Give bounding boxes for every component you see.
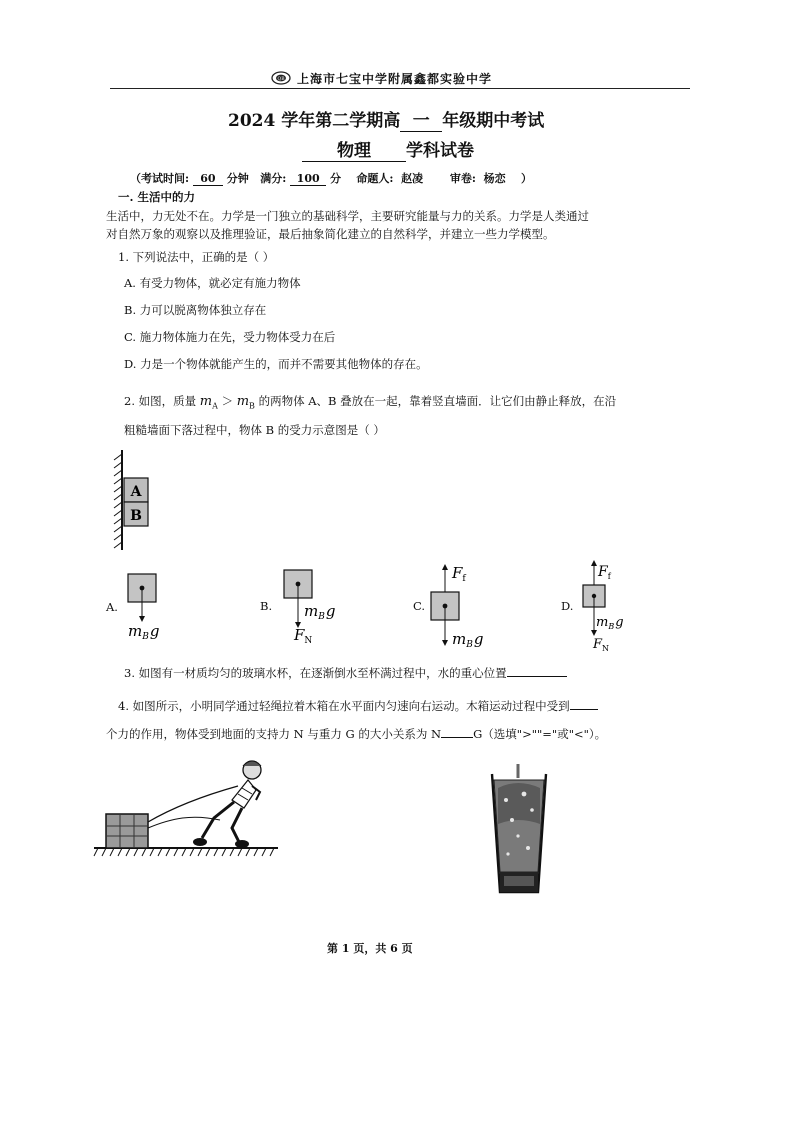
svg-text:B: B (130, 508, 142, 524)
subject-blank: 物理 (302, 136, 406, 162)
svg-text:Ff: $F_f$ (598, 564, 611, 581)
school-name: 上海市七宝中学附属鑫都实验中学 (297, 72, 493, 86)
svg-text:mBg: $m_Bg$ (596, 615, 624, 631)
q4-stem-line2: 个力的作用，物体受到地面的支持力 N 与重力 G 的大小关系为 N G（选填">""="或"<"）。 (106, 727, 607, 741)
water-glass-figure (488, 764, 550, 898)
q2-option-d-label: D. (561, 599, 574, 613)
svg-text:FN: $F_N$ (593, 637, 610, 653)
q1-option-b: B. 力可以脱离物体独立存在 (124, 303, 267, 317)
rope (148, 786, 238, 822)
q1-option-c: C. 施力物体施力在先，受力物体受力在后 (124, 330, 336, 344)
logo-icon (271, 71, 291, 85)
grade-blank: 一 (400, 106, 442, 132)
q1-option-a: A. 有受力物体，就必定有施力物体 (124, 276, 301, 290)
q3-answer-blank[interactable] (507, 664, 567, 677)
svg-text:QB: QB (277, 77, 285, 82)
q2-option-c-label: C. (413, 599, 426, 613)
q4-stem-line1: 4. 如图所示，小明同学通过轻绳拉着木箱在水平面内匀速向右运动。木箱运动过程中受到 (118, 697, 598, 714)
q1-option-d: D. 力是一个物体就能产生的，而并不需要其他物体的存在。 (124, 357, 428, 371)
section-heading: 一. 生活中的力 (118, 190, 196, 204)
svg-text:mBg: $m_Bg$ (128, 622, 160, 642)
q4-relation-blank[interactable] (441, 725, 473, 738)
boy-pulling-box-figure (92, 756, 282, 860)
q2-option-d-diagram (580, 556, 660, 656)
wooden-box (106, 814, 148, 848)
svg-text:A: A (130, 484, 142, 500)
q2-option-a-label: A. (106, 600, 118, 614)
q2-stem-line1: 2. 如图，质量 $m_A > m_B$ 的两物体 A、B 叠放在一起，靠着竖直墙面．让它们由静止释放，在沿 (124, 394, 617, 411)
exam-title: 2024 学年第二学期高 一 年级期中考试 (228, 106, 544, 132)
svg-text:Ff: $F_f$ (452, 564, 466, 584)
subject-title: 物理 学科试卷 (302, 136, 474, 162)
wall-blocks-figure (108, 448, 158, 554)
q3-stem: 3. 如图有一材质均匀的玻璃水杯，在逐渐倒水至杯满过程中，水的重心位置 (124, 664, 567, 681)
school-logo (271, 70, 291, 84)
svg-text:FN: $F_N$ (294, 626, 313, 646)
header-divider (110, 88, 690, 89)
q2-option-b-diagram (280, 566, 360, 646)
q2-option-a-diagram (124, 570, 194, 642)
intro-line-1: 生活中，力无处不在。力学是一门独立的基础科学，主要研究能量与力的关系。力学是人类通过 (106, 209, 589, 223)
q1-stem: 1. 下列说法中，正确的是（ ） (118, 250, 275, 264)
q4-force-count-blank[interactable] (570, 697, 598, 710)
svg-text:mBg: $m_Bg$ (452, 630, 484, 650)
exam-info: （考试时间: 60 分钟 满分: 100 分 命题人: 赵凌 审卷: 杨恋 ） (130, 172, 532, 185)
q2-option-b-label: B. (260, 599, 273, 613)
page-number: 第 1 页，共 6 页 (327, 942, 413, 955)
intro-line-2: 对自然万象的观察以及推理验证，最后抽象简化建立的自然科学，并建立一些力学模型。 (106, 227, 555, 241)
q2-stem-line2: 粗糙墙面下落过程中，物体 B 的受力示意图是（ ） (124, 423, 385, 437)
q2-option-c-diagram (428, 558, 508, 654)
svg-text:mBg: $m_Bg$ (304, 602, 336, 622)
